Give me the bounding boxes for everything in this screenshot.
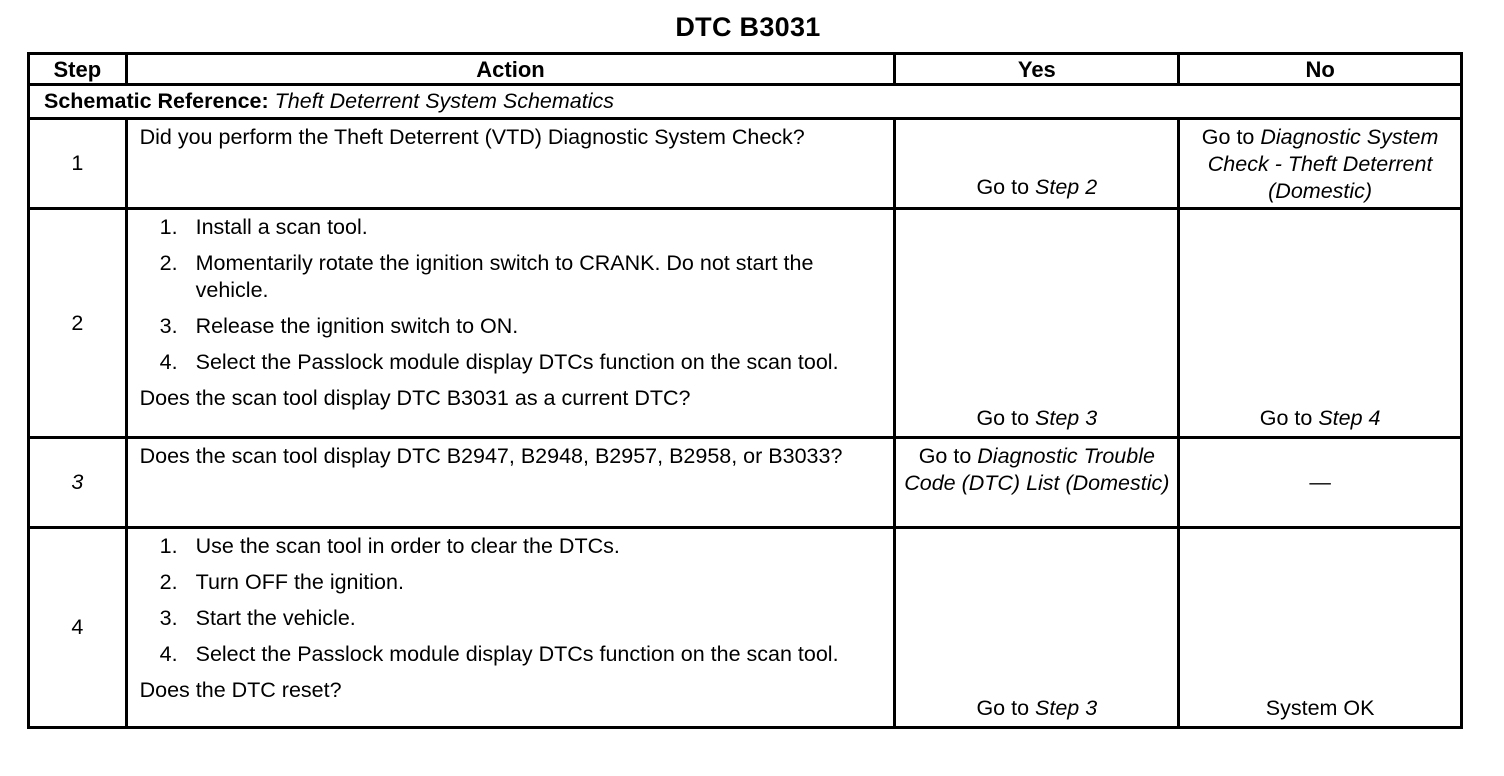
procedure-list <box>140 214 884 376</box>
item-number: 2. <box>159 570 178 594</box>
step-number: 2 <box>29 209 127 438</box>
header-yes: Yes <box>895 54 1179 85</box>
no-cell <box>1179 119 1462 209</box>
yes-link[interactable]: Diagnostic Trouble Code (DTC) List (Domestic) <box>904 444 1170 495</box>
no-cell <box>1179 528 1462 728</box>
step-number: 1 <box>29 119 127 209</box>
diagnostic-table <box>27 52 1463 729</box>
list-item <box>140 313 884 340</box>
list-item <box>140 641 884 668</box>
schematic-reference-link[interactable]: Theft Deterrent System Schematics <box>274 89 614 113</box>
yes-link[interactable]: Step 3 <box>1035 696 1098 720</box>
table-row <box>29 438 1462 528</box>
item-text: Select the Passlock module display DTCs function on the scan tool. <box>195 350 839 374</box>
header-no: No <box>1179 54 1462 85</box>
list-item <box>140 569 884 596</box>
item-number: 4. <box>159 642 178 666</box>
item-text: Momentarily rotate the ignition switch to CRANK. Do not start the vehicle. <box>195 251 814 302</box>
item-number: 4. <box>159 350 178 374</box>
item-text: Select the Passlock module display DTCs function on the scan tool. <box>195 642 839 666</box>
item-number: 3. <box>159 606 178 630</box>
table-row <box>29 209 1462 438</box>
list-item <box>140 250 884 304</box>
schematic-reference-row <box>29 85 1462 119</box>
action-question: Does the DTC reset? <box>139 678 342 702</box>
table-row <box>29 528 1462 728</box>
item-number: 2. <box>159 251 178 275</box>
yes-cell <box>895 528 1179 728</box>
no-cell <box>1179 209 1462 438</box>
no-text: — <box>1309 470 1331 494</box>
yes-prefix: Go to <box>976 696 1030 720</box>
action-question: Does the scan tool display DTC B2947, B2948, B2957, B2958, or B3033? <box>139 444 843 468</box>
procedure-list <box>140 533 884 668</box>
action-cell <box>126 528 895 728</box>
step-number: 3 <box>29 438 127 528</box>
no-link[interactable]: Step 4 <box>1318 406 1381 430</box>
yes-prefix: Go to <box>976 175 1030 199</box>
no-text: System OK <box>1265 696 1375 720</box>
item-number: 1. <box>159 215 178 239</box>
no-prefix: Go to <box>1259 406 1313 430</box>
item-text: Release the ignition switch to ON. <box>195 314 519 338</box>
schematic-reference-label: Schematic Reference: <box>44 89 269 113</box>
yes-link[interactable]: Step 2 <box>1035 175 1098 199</box>
no-cell <box>1179 438 1462 528</box>
yes-cell <box>895 438 1179 528</box>
yes-cell <box>895 209 1179 438</box>
action-question: Did you perform the Theft Deterrent (VTD) Diagnostic System Check? <box>139 125 805 149</box>
header-step: Step <box>29 54 127 85</box>
list-item <box>140 605 884 632</box>
yes-link[interactable]: Step 3 <box>1035 406 1098 430</box>
no-prefix: Go to <box>1201 125 1255 149</box>
action-cell <box>126 119 895 209</box>
header-row <box>29 54 1462 85</box>
item-text: Use the scan tool in order to clear the DTCs. <box>195 534 620 558</box>
yes-cell <box>895 119 1179 209</box>
list-item <box>140 349 884 376</box>
header-action: Action <box>126 54 895 85</box>
yes-prefix: Go to <box>976 406 1030 430</box>
list-item <box>140 214 884 241</box>
item-number: 1. <box>159 534 178 558</box>
action-question: Does the scan tool display DTC B3031 as a current DTC? <box>139 386 691 410</box>
table-row <box>29 119 1462 209</box>
item-text: Install a scan tool. <box>195 215 368 239</box>
step-number: 4 <box>29 528 127 728</box>
item-text: Turn OFF the ignition. <box>195 570 404 594</box>
item-text: Start the vehicle. <box>195 606 356 630</box>
document-title: DTC B3031 <box>675 12 821 42</box>
action-cell <box>126 209 895 438</box>
no-link[interactable]: Diagnostic System Check - Theft Deterrent (Domestic) <box>1207 125 1439 203</box>
yes-prefix: Go to <box>918 444 972 468</box>
action-cell <box>126 438 895 528</box>
item-number: 3. <box>159 314 178 338</box>
schematic-reference <box>29 85 1462 119</box>
list-item <box>140 533 884 560</box>
